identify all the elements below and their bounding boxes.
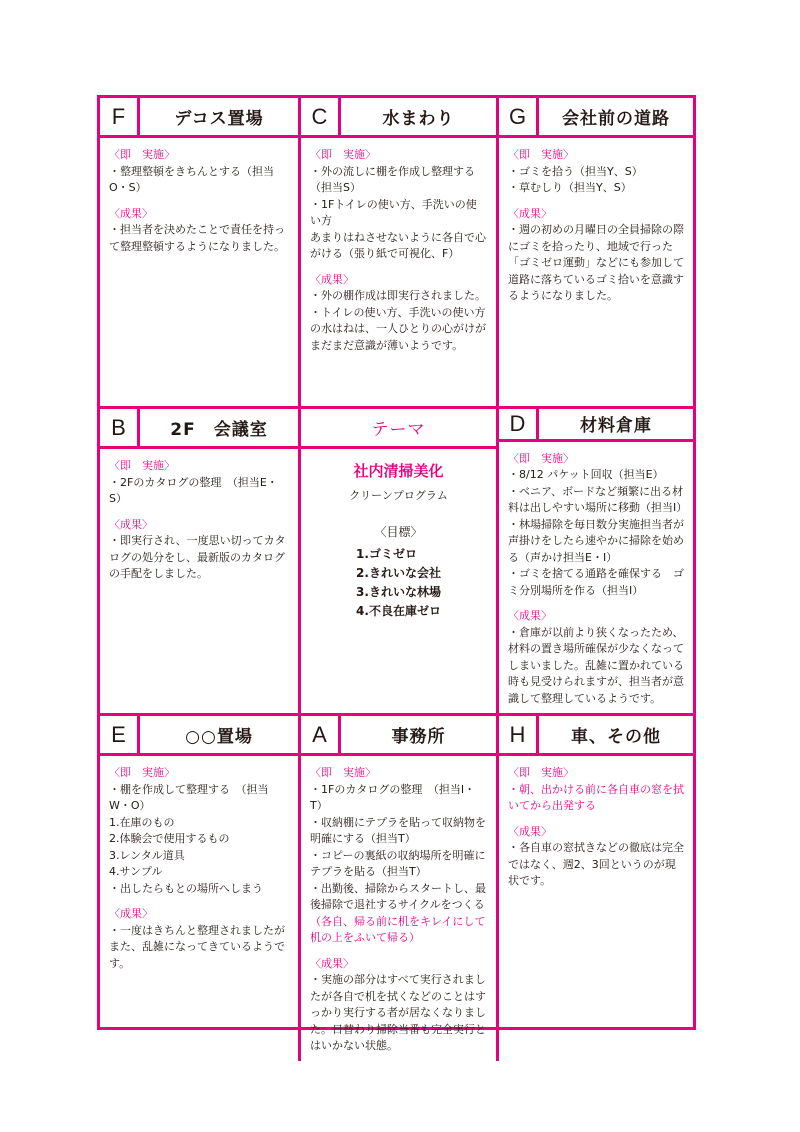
note-line: 3.レンタル道具 [109,848,185,862]
improvement-grid [97,95,696,1052]
section-label: 〈成果〉 [109,517,153,531]
area-letter: E [100,716,140,753]
area-letter: G [499,98,539,135]
note-line: 2.体験会で使用するもの [109,832,230,845]
goal-item: 3.きれいな林場 [356,584,441,599]
area-letter: A [301,716,341,753]
note-line: ・収納棚にテプラを貼って収納物を明確にする（担当T） [310,815,486,845]
cell-body [499,756,693,896]
theme-header [301,409,496,449]
cell-body [301,756,496,1061]
area-title: 材料倉庫 [580,416,652,437]
section-label: 〈成果〉 [508,206,552,220]
cell-h [499,716,693,1061]
note-line: ・外の棚作成は即実行されました。 [310,289,486,302]
note-line: ・林場掃除を毎日数分実施担当者が声掛けをしたら速やかに掃除を始める（声かけ担当E・I） [508,517,684,564]
spacer [508,197,684,206]
cell-c [301,98,499,409]
cell-body [100,756,298,978]
area-letter: H [499,716,539,753]
section-label: 〈成果〉 [310,272,354,286]
area-letter: B [100,409,140,446]
note-line: あまりはねさせないように各自で心がける（張り紙で可視化、F） [310,230,486,260]
area-title: デコス置場 [174,109,264,129]
cell-body [499,138,693,311]
note-line: ・朝、出かける前に各自車の窓を拭いてから出発する [508,782,684,812]
section-label: 〈成果〉 [109,907,153,920]
cell-g [499,98,693,409]
spacer [109,508,289,517]
cell-b [100,409,301,716]
spacer [310,947,487,956]
section-label: 〈即 実施〉 [310,148,376,161]
note-line: ・出したらもとの場所へしまう [109,881,263,895]
note-line: （各自、帰る前に机をキレイにして机の上をふいて帰る） [310,914,486,944]
section-label: 〈即 実施〉 [109,766,175,779]
area-title: ○○置場 [185,727,253,747]
cell-body [100,138,298,261]
note-line: ・1Fトイレの使い方、手洗いの使い方 [310,197,477,227]
area-letter: D [499,409,539,439]
section-label: 〈成果〉 [508,609,552,622]
note-line: ・コピーの裏紙の収納場所を明確にテプラを貼る（担当T） [310,848,486,878]
section-label: 〈即 実施〉 [508,451,574,465]
section-label: 〈成果〉 [508,824,552,838]
spacer [310,263,487,272]
note-line: ・棚を作成して整理する （担当W・O） [109,782,269,812]
note-line: ・各自車の窓拭きなどの徹底は完全ではなく、週2、3回というのが現状です。 [508,841,684,887]
note-line: ・外の流しに棚を作成し整理する（担当S） [310,164,475,194]
area-title: 2F 会議室 [170,420,268,440]
note-line: ・実施の部分はすべて実行されましたが各自で机を拭くなどのことはすっかり実行する者が居なくなりました。日替わり掃除当番も完全実行とはいかない状態。 [310,973,486,1052]
cell-theme [301,409,499,716]
theme-body [301,449,496,627]
area-title: 車、その他 [571,727,661,747]
section-label: 〈即 実施〉 [109,459,175,472]
spacer [508,815,684,824]
cell-header [301,716,496,756]
cell-body [301,138,496,360]
note-line: ・出勤後、掃除からスタートし、最後掃除で退社するサイクルをつくる [310,881,486,911]
area-letter: C [301,98,341,135]
goals-heading: 〈目標〉 [374,525,423,539]
note-line: 4.サンプル [109,865,163,878]
cell-d [499,409,693,716]
area-letter: F [100,98,140,135]
area-title: 水まわり [382,109,455,129]
program-name: クリーンプログラム [349,488,448,502]
note-line: 1.在庫のもの [109,815,175,829]
spacer [508,599,684,608]
goal-item: 2.きれいな会社 [356,565,441,580]
cell-header [499,98,693,138]
goal-item: 1.ゴミゼロ [356,546,417,561]
note-line: ・担当者を決めたことで責任を持って整理整頓するようになりました。 [109,223,285,253]
section-label: 〈即 実施〉 [508,766,574,779]
note-line: ・倉庫が以前より狭くなったため、材料の置き場所確保が少なくなってしまいました。乱雑に置かれている時も見受けられますが、担当者が意識して整理しているようです。 [508,625,684,705]
note-line: ・整理整頓をきちんとする（担当O・S） [109,164,274,194]
theme-header-label: テーマ [371,420,426,440]
goal-item: 4.不良在庫ゼロ [356,603,441,618]
section-label: 〈即 実施〉 [508,148,574,161]
cell-header [499,409,693,442]
note-line: ・即実行され、一度思い切ってカタログの処分をし、最新版のカタログの手配をしました。 [109,534,286,580]
cell-header [499,716,693,756]
section-label: 〈即 実施〉 [109,148,175,161]
note-line: ・一度はきちんと整理されましたがまた、乱雑になってきているようです。 [109,923,285,970]
cell-header [301,98,496,138]
note-line: ・トイレの使い方、手洗いの使い方の水はねは、一人ひとりの心がけがまだまだ意識が薄いようです。 [310,305,486,352]
note-line: ・週の初めの月曜日の全員掃除の際にゴミを拾ったり、地域で行った「ゴミゼロ運動」などにも参加して道路に落ちているゴミ拾いを意識するようになりました。 [508,223,684,302]
note-line: ・ベニア、ボードなど頻繁に出る材料は出しやすい場所に移動（担当I） [508,484,688,514]
spacer [109,197,289,206]
cell-body [499,442,693,714]
note-line: ・草むしり（担当Y、S） [508,181,632,194]
cell-body [100,449,298,589]
note-line: ・ゴミを捨てる通路を確保する ゴミ分別場所を作る（担当I） [508,567,684,597]
note-line: ・2Fのカタログの整理 （担当E・S） [109,475,278,505]
area-title: 事務所 [391,727,446,747]
cell-a [301,716,499,1061]
cell-e [100,716,301,1061]
note-line: ・1Fのカタログの整理 （担当I・T） [310,782,476,812]
section-label: 〈即 実施〉 [310,766,376,779]
section-label: 〈成果〉 [310,956,354,970]
section-label: 〈成果〉 [109,206,153,220]
area-title: 会社前の道路 [562,109,670,129]
note-line: ・ゴミを拾う（担当Y、S） [508,164,643,178]
cell-header [100,98,298,138]
cell-f [100,98,301,409]
cell-header [100,716,298,756]
goals-list [356,545,441,621]
theme-title: 社内清掃美化 [353,462,444,480]
spacer [109,897,289,906]
note-line: ・8/12 パケット回収（担当E） [508,468,664,481]
cell-header [100,409,298,449]
